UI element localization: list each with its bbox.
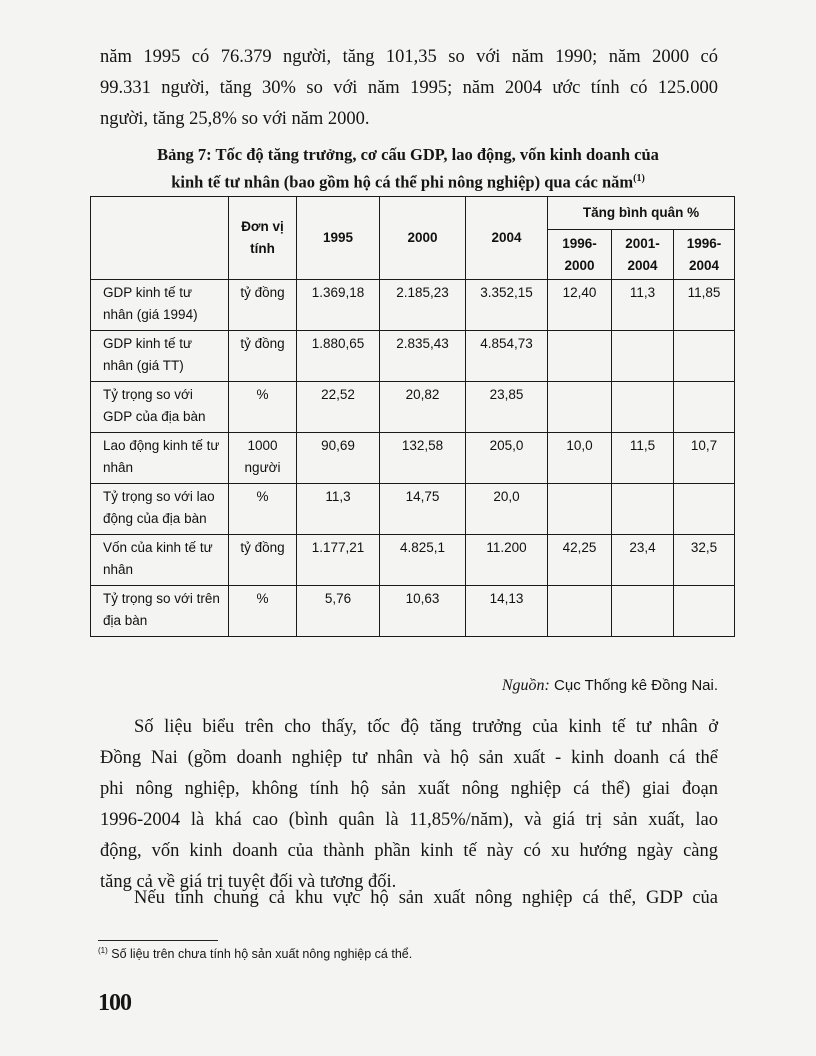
row-label: GDP kinh tế tư nhân (giá TT) [91, 331, 229, 382]
value-1995: 1.369,18 [297, 280, 380, 331]
row-label: Tỷ trọng so với trên địa bàn [91, 586, 229, 637]
statistics-table [90, 196, 735, 637]
body-paragraph-1 [100, 712, 718, 898]
row-unit: tỷ đồng [229, 331, 297, 382]
row-unit: tỷ đồng [229, 280, 297, 331]
avg-2001-2004: 11,3 [612, 280, 674, 331]
footnote-mark: (1) [98, 946, 108, 955]
caption-footnote-mark: (1) [633, 173, 645, 184]
avg-2001-2004 [612, 382, 674, 433]
row-label: Lao động kinh tế tư nhân [91, 433, 229, 484]
value-2004: 14,13 [466, 586, 548, 637]
source-text: Cục Thống kê Đồng Nai. [554, 677, 718, 694]
value-1995: 1.177,21 [297, 535, 380, 586]
avg-2001-2004: 23,4 [612, 535, 674, 586]
row-label: Tỷ trọng so với GDP của địa bàn [91, 382, 229, 433]
value-2000: 2.835,43 [380, 331, 466, 382]
avg-1996-2004: 11,85 [674, 280, 735, 331]
avg-2001-2004: 11,5 [612, 433, 674, 484]
row-unit: % [229, 382, 297, 433]
value-1995: 11,3 [297, 484, 380, 535]
value-2004: 3.352,15 [466, 280, 548, 331]
avg-1996-2000 [548, 586, 612, 637]
avg-1996-2004 [674, 382, 735, 433]
intro-line: năm 1995 có 76.379 người, tăng 101,35 so với năm 1990; năm 2000 có [100, 47, 718, 67]
header-avg-1996-2000: 1996-2000 [548, 230, 612, 280]
header-avg-growth: Tăng bình quân % [548, 197, 735, 230]
avg-2001-2004 [612, 484, 674, 535]
row-unit: % [229, 586, 297, 637]
table-row [91, 484, 735, 535]
row-label: Tỷ trọng so với lao động của địa bàn [91, 484, 229, 535]
value-2000: 20,82 [380, 382, 466, 433]
value-2000: 2.185,23 [380, 280, 466, 331]
body-line: tăng cả về giá trị tuyệt đối và tương đối. [100, 872, 397, 892]
avg-1996-2004 [674, 586, 735, 637]
body-line: Số liệu biểu trên cho thấy, tốc độ tăng trưởng của kinh tế tư nhân ở [134, 717, 718, 737]
body-line: Đồng Nai (gồm doanh nghiệp tư nhân và hộ sản xuất - kinh doanh cá thể [100, 748, 718, 768]
avg-2001-2004 [612, 586, 674, 637]
avg-1996-2004: 10,7 [674, 433, 735, 484]
source-label: Nguồn: [501, 677, 550, 694]
avg-1996-2004 [674, 484, 735, 535]
body-paragraph-2 [100, 883, 718, 914]
table-row [91, 280, 735, 331]
table-caption [96, 143, 720, 195]
body-line: động, vốn kinh doanh của thành phần kinh tế này có xu hướng ngày càng [100, 841, 718, 861]
intro-line: người, tăng 25,8% so với năm 2000. [100, 109, 370, 129]
table-source [502, 677, 718, 695]
avg-1996-2000 [548, 484, 612, 535]
table-header-row [91, 197, 735, 230]
value-2000: 10,63 [380, 586, 466, 637]
header-unit: Đơn vị tính [229, 197, 297, 280]
value-2004: 20,0 [466, 484, 548, 535]
intro-line: 99.331 người, tăng 30% so với năm 1995; năm 2004 ước tính có 125.000 [100, 78, 718, 98]
footnote-divider [98, 940, 218, 941]
value-2000: 4.825,1 [380, 535, 466, 586]
value-2004: 4.854,73 [466, 331, 548, 382]
row-label: GDP kinh tế tư nhân (giá 1994) [91, 280, 229, 331]
avg-1996-2004 [674, 331, 735, 382]
footnote-text: Số liệu trên chưa tính hộ sản xuất nông nghiệp cá thể. [111, 947, 413, 962]
table-row [91, 331, 735, 382]
avg-1996-2000: 12,40 [548, 280, 612, 331]
avg-1996-2000 [548, 382, 612, 433]
value-1995: 5,76 [297, 586, 380, 637]
intro-paragraph [100, 42, 718, 135]
value-2004: 205,0 [466, 433, 548, 484]
table-row [91, 382, 735, 433]
table-caption-line1: Bảng 7: Tốc độ tăng trưởng, cơ cấu GDP, lao động, vốn kinh doanh của [157, 145, 659, 164]
table-body [91, 280, 735, 637]
value-2004: 23,85 [466, 382, 548, 433]
body-line: Nếu tính chung cả khu vực hộ sản xuất nông nghiệp cá thể, GDP của [134, 888, 718, 908]
table-row [91, 586, 735, 637]
table-row [91, 433, 735, 484]
row-unit: % [229, 484, 297, 535]
avg-1996-2004: 32,5 [674, 535, 735, 586]
header-blank [91, 197, 229, 280]
value-1995: 1.880,65 [297, 331, 380, 382]
header-2004: 2004 [466, 197, 548, 280]
body-line: phi nông nghiệp, không tính hộ sản xuất nông nghiệp cá thể) giai đoạn [100, 779, 718, 799]
footnote [98, 946, 412, 961]
body-line: 1996-2004 là khá cao (bình quân là 11,85%/năm), và giá trị sản xuất, lao [100, 810, 718, 830]
value-2000: 14,75 [380, 484, 466, 535]
header-1995: 1995 [297, 197, 380, 280]
avg-1996-2000: 10,0 [548, 433, 612, 484]
avg-2001-2004 [612, 331, 674, 382]
value-2000: 132,58 [380, 433, 466, 484]
header-avg-2001-2004: 2001-2004 [612, 230, 674, 280]
avg-1996-2000: 42,25 [548, 535, 612, 586]
page-number: 100 [98, 990, 131, 1016]
value-2004: 11.200 [466, 535, 548, 586]
table-caption-line2-wrap [96, 167, 720, 195]
row-unit: 1000 người [229, 433, 297, 484]
table-caption-line2: kinh tế tư nhân (bao gồm hộ cá thể phi nông nghiệp) qua các năm [171, 172, 634, 192]
value-1995: 22,52 [297, 382, 380, 433]
value-1995: 90,69 [297, 433, 380, 484]
header-2000: 2000 [380, 197, 466, 280]
row-label: Vốn của kinh tế tư nhân [91, 535, 229, 586]
table-row [91, 535, 735, 586]
avg-1996-2000 [548, 331, 612, 382]
header-avg-1996-2004: 1996-2004 [674, 230, 735, 280]
row-unit: tỷ đồng [229, 535, 297, 586]
